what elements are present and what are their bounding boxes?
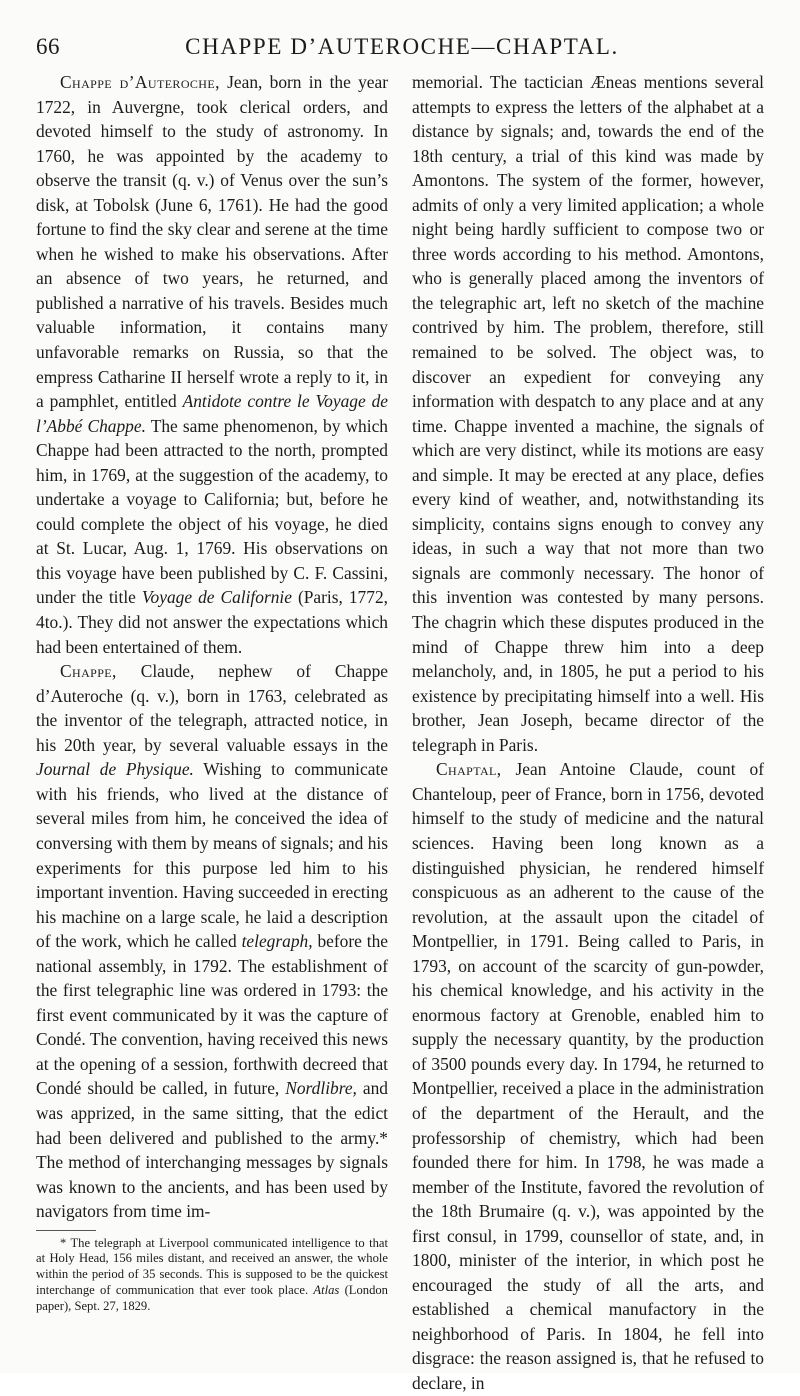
entry-headword: Chaptal, bbox=[436, 759, 502, 780]
footnote-rule bbox=[36, 1230, 96, 1231]
entry-text: Jean, born in the year 1722, in Auvergne, took clerical orders, and devoted himself to the study of astronomy. In 1760, he was appointed by the academy to observe the transit (q. v.) of Venus over the sun’s disk, at Tobolsk (June 6, 1761). He had the good fortune to find the sky clear and serene at the time when he wished to make his observations. After an absence of two years, he returned, and published a narrative of his travels. Besides much valuable information, it contains many unfavorable remarks on Russia, so that the empress Catharine II herself wrote a reply to it, in a pamphlet, entitled bbox=[36, 72, 389, 412]
left-column bbox=[36, 70, 388, 1314]
entry-chaptal bbox=[412, 757, 764, 1395]
page-header bbox=[30, 22, 774, 62]
entry-text: Claude, nephew of Chappe d’Auteroche (q. v.), born in 1763, celebrated as the inventor of the telegraph, attracted notice, in his 20th year, by several valuable essays in the bbox=[36, 661, 388, 755]
entry-text: The same phenomenon, by which Chappe had been attracted to the north, prompted him, in 1769, at the suggestion of the academy, to undertake a voyage to California; but, before he could complete the object of his voyage, he died at St. Lucar, Aug. 1, 1769. His observations on this voyage have been published by C. F. Cassini, under the title bbox=[36, 415, 389, 608]
entry-chappe-claude bbox=[36, 659, 388, 1224]
entry-headword: Chappe d’Auteroche, bbox=[60, 72, 220, 92]
entry-text: (Paris, 1772, 4to.). They did not answer the expectations which had been entertained of them. bbox=[36, 587, 388, 657]
entry-text: Jean Antoine Claude, count of Chanteloup, peer of France, born in 1756, devoted himself to the study of medicine and the natural sciences. Having been long known as a distinguished physician, he rendered himself conspicuous as an adherent to the cause of the revolution, at the assault upon the citadel of Montpellier, in 1791. Being called to Paris, in 1793, on account of the scarcity of gun-powder, his chemical knowledge, and his activity in the enormous factory at Grenoble, enabled him to supply the necessary quantity, by the production of 3500 pounds every day. In 1794, he returned to Montpellier, received a place in the administration of the department of the Herault, and the professorship of chemistry, which had been founded there for him. In 1798, he was made a member of the Institute, favored the revolution of the 18th Brumaire (q. v.), was appointed by the first consul, in 1799, counsellor of state, and, in 1800, minister of the interior, in which post he encouraged the study of all the arts, and established a chemical manufactory in the neighborhood of Paris. In 1804, he fell into disgrace: the reason assigned is, that he refused to declare, in bbox=[412, 759, 764, 1393]
entry-text: before the national assembly, in 1792. The establishment of the first telegraphic line was ordered in 1793: the first event communicated by it was the capture of Condé. The convention, having received this news at the opening of a session, forthwith decreed that Condé should be called, in future, bbox=[36, 931, 388, 1099]
entry-chappe-dauteroche bbox=[36, 70, 388, 659]
book-title: Antidote contre le Voyage de l’Abbé Chappe. bbox=[36, 391, 389, 436]
entry-headword: Chappe, bbox=[60, 661, 117, 682]
book-title: Voyage de Californie bbox=[141, 587, 292, 608]
footnote bbox=[36, 1236, 388, 1315]
term-nordlibre: Nordlibre, bbox=[285, 1078, 357, 1099]
footnote-source: Atlas bbox=[313, 1282, 340, 1297]
running-head: CHAPPE D’AUTEROCHE—CHAPTAL. bbox=[185, 34, 619, 59]
journal-title: Journal de Physique. bbox=[36, 759, 194, 780]
footnote-text: * The telegraph at Liverpool communicated intelligence to that at Holy Head, 156 miles distant, and received an answer, the whole within the period of 35 seconds. This is supposed to be the quickest interchange of communication that ever took place. bbox=[36, 1235, 388, 1297]
footnote-text: (London paper), Sept. 27, 1829. bbox=[36, 1282, 388, 1313]
page-number: 66 bbox=[36, 34, 60, 59]
term-telegraph: telegraph, bbox=[241, 931, 313, 952]
entry-text: and was apprized, in the same sitting, that the edict had been delivered and published to the army.* The method of interchanging messages by signals was known to the ancients, and has been used by navigators from time im- bbox=[36, 1078, 388, 1222]
entry-chappe-continued: memorial. The tactician Æneas mentions several attempts to express the letters of the alphabet at a distance by signals; and, towards the end of the 18th century, a trial of this kind was made by Amontons. The system of the former, however, admits of only a very limited application; a whole night being hardly sufficient to compose two or three words according to his method. Amontons, who is generally placed among the inventors of the telegraphic art, left no sketch of the machine contrived by him. The problem, therefore, still remained to be solved. The object was, to discover an expedient for conveying any information with despatch to any place and at any time. Chappe invented a machine, the signals of which are very distinct, while its motions are easy and simple. It may be erected at any place, defies every kind of weather, and, notwithstanding its simplicity, contains signs enough to convey any ideas, in such a way that not more than two signals are commonly necessary. The honor of this invention was contested by many persons. The chagrin which these disputes produced in the mind of Chappe threw him into a deep melancholy, and, in 1805, he put a period to his existence by precipitating himself into a well. His brother, Jean Joseph, became director of the telegraph in Paris. bbox=[412, 72, 764, 755]
right-column bbox=[412, 70, 764, 1396]
entry-text: Wishing to communicate with his friends, who lived at the distance of several miles from him, he conceived the idea of conversing with them by means of signals; and his experiments for this purpose led him to his important invention. Having succeeded in erecting his machine on a large scale, he laid a description of the work, which he called bbox=[36, 759, 388, 952]
